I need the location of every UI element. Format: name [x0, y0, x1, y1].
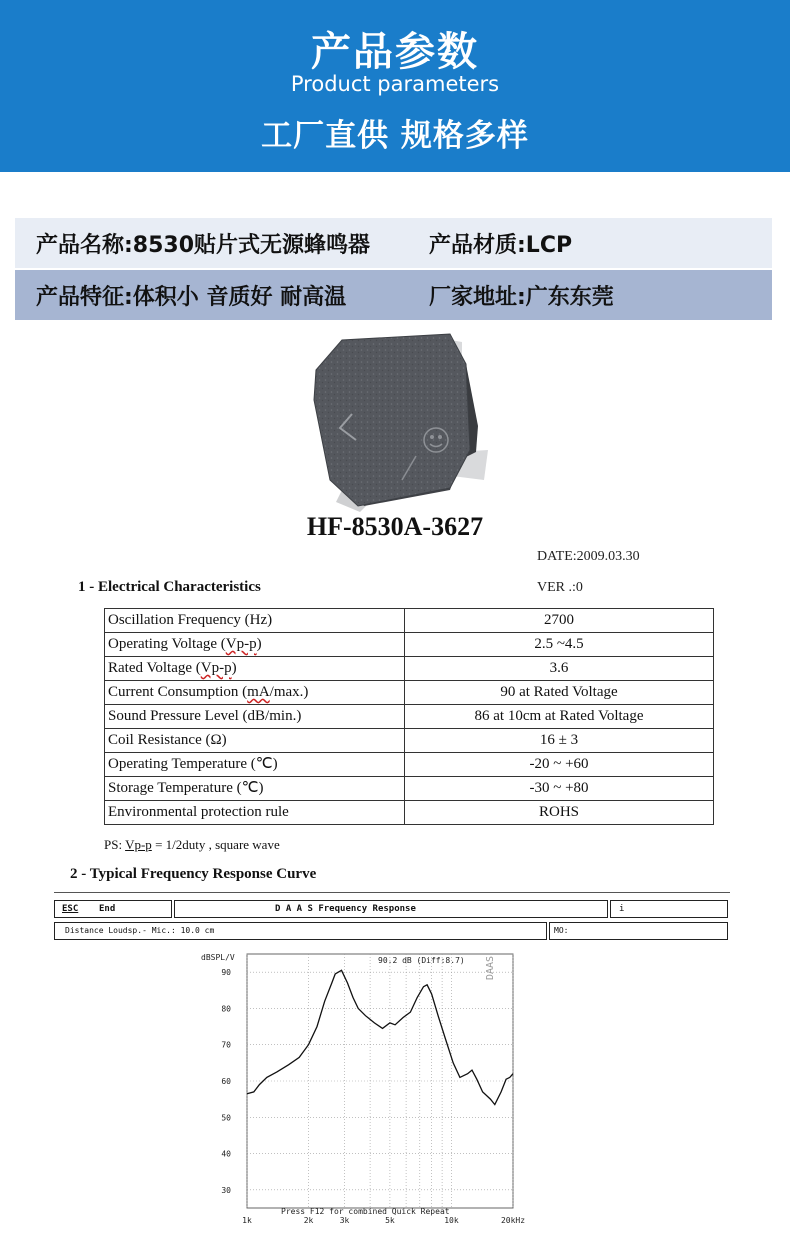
table-row — [105, 729, 714, 753]
header-banner — [0, 0, 790, 172]
product-features: 产品特征:体积小 音质好 耐高温 — [36, 285, 347, 310]
product-material: 产品材质:LCP — [429, 233, 573, 258]
spec-param: Sound Pressure Level (dB/min.) — [105, 705, 405, 729]
spec-param: Operating Temperature (℃) — [105, 753, 405, 777]
section-heading-electrical: 1 - Electrical Characteristics — [78, 579, 261, 595]
table-row — [105, 801, 714, 825]
manufacturer-address: 厂家地址:广东东莞 — [429, 285, 614, 310]
distance-box — [54, 922, 547, 940]
datasheet-date: DATE:2009.03.30 — [537, 549, 640, 564]
x-tick-label: 10k — [444, 1216, 459, 1225]
x-tick-label: 5k — [385, 1216, 395, 1225]
spec-value: 16 ± 3 — [405, 729, 714, 753]
page-title: 产品参数 — [311, 29, 479, 75]
y-tick-label: 90 — [221, 968, 231, 978]
daas-title-box — [174, 900, 608, 918]
y-tick-label: 60 — [221, 1077, 231, 1086]
mo-label: MO: — [554, 926, 569, 935]
y-tick-label: 50 — [221, 1113, 231, 1123]
datasheet-version: VER .:0 — [537, 580, 583, 595]
table-row — [105, 657, 714, 681]
squiggle-word: mA — [247, 684, 270, 700]
x-tick-label: 20kHz — [500, 1216, 526, 1225]
spec-param: Operating Voltage (Vp-p) — [105, 633, 405, 657]
spec-param: Storage Temperature (℃) — [105, 777, 405, 801]
spec-table — [104, 608, 714, 825]
spec-param: Oscillation Frequency (Hz) — [105, 609, 405, 633]
info-row-1 — [15, 218, 772, 268]
table-row — [105, 633, 714, 657]
y-tick-label: 40 — [221, 1149, 231, 1159]
underlined-word: Vp-p — [125, 837, 152, 852]
product-name: 产品名称:8530贴片式无源蜂鸣器 — [36, 233, 371, 258]
esc-label: ESC — [62, 904, 79, 914]
mo-box — [549, 922, 728, 940]
daas-header — [54, 892, 730, 952]
product-photo — [300, 330, 500, 516]
daas-title: D A A S Frequency Response — [275, 904, 416, 914]
spec-param: Rated Voltage (Vp-p) — [105, 657, 405, 681]
table-row — [105, 753, 714, 777]
y-tick-label: 30 — [221, 1185, 231, 1195]
y-axis-label: dBSPL/V — [201, 953, 235, 962]
page-subtitle: Product parameters — [290, 72, 500, 96]
info-mark: i — [619, 904, 625, 914]
x-tick-label: 1k — [242, 1216, 252, 1225]
table-row — [105, 609, 714, 633]
ps-note: PS: Vp-p = 1/2duty , square wave — [104, 837, 280, 852]
table-row — [105, 705, 714, 729]
esc-end-box — [54, 900, 172, 918]
spec-value: -30 ~ +80 — [405, 777, 714, 801]
series-line — [247, 970, 513, 1104]
chart-svg — [195, 950, 535, 1230]
divider — [54, 892, 730, 893]
spec-value: 2700 — [405, 609, 714, 633]
model-number: HF-8530A-3627 — [306, 512, 484, 541]
chart-annotation: 90.2 dB (Diff:8.7) — [378, 956, 465, 965]
spec-value: 90 at Rated Voltage — [405, 681, 714, 705]
chart-footer: Press F12 for combined Quick Repeat — [281, 1207, 450, 1216]
spec-param: Environmental protection rule — [105, 801, 405, 825]
x-tick-label: 3k — [339, 1216, 350, 1225]
spec-value: 3.6 — [405, 657, 714, 681]
spec-value: 86 at 10cm at Rated Voltage — [405, 705, 714, 729]
spec-value: 2.5 ~4.5 — [405, 633, 714, 657]
spec-value: -20 ~ +60 — [405, 753, 714, 777]
end-label: End — [99, 904, 116, 914]
squiggle-word: Vp-p — [225, 636, 257, 652]
slogan: 工厂直供 规格多样 — [261, 118, 529, 154]
info-box — [610, 900, 728, 918]
table-row — [105, 777, 714, 801]
spec-param: Current Consumption (mA/max.) — [105, 681, 405, 705]
y-tick-label: 80 — [221, 1004, 231, 1014]
spec-param: Coil Resistance (Ω) — [105, 729, 405, 753]
chart-watermark: DAAS — [485, 955, 496, 980]
info-row-2 — [15, 270, 772, 320]
x-tick-label: 2k — [303, 1216, 314, 1225]
squiggle-word: Vp-p — [200, 660, 232, 676]
table-row — [105, 681, 714, 705]
distance-label: Distance Loudsp.- Mic.: 10.0 cm — [65, 926, 215, 935]
y-tick-label: 70 — [221, 1040, 231, 1050]
section-heading-frequency: 2 - Typical Frequency Response Curve — [70, 866, 317, 882]
frequency-response-chart — [195, 950, 535, 1230]
spec-value: ROHS — [405, 801, 714, 825]
